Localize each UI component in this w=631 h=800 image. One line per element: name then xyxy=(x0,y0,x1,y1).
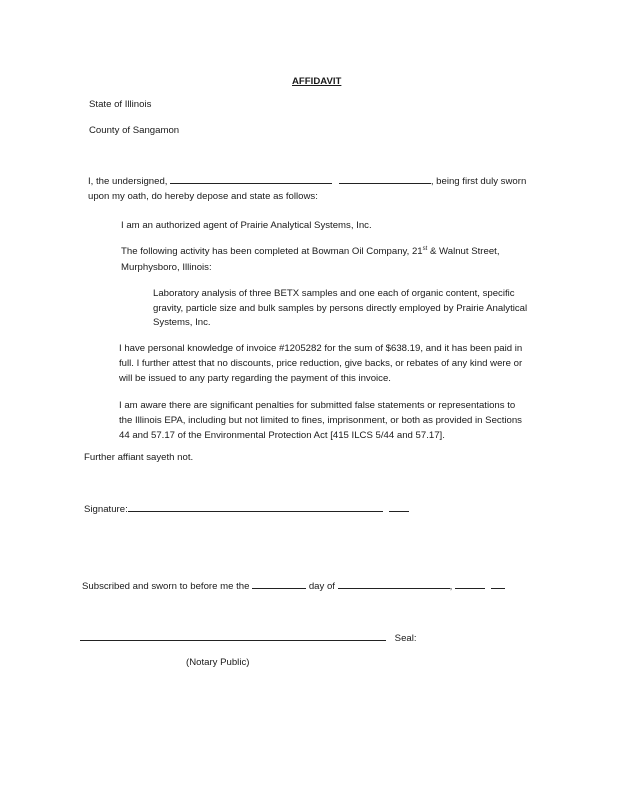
intro-start: I, the undersigned, xyxy=(88,176,168,187)
aware-line-1: I am aware there are significant penalties for submitted false statements or representations to xyxy=(119,400,516,411)
notary-signature-blank[interactable] xyxy=(80,632,386,641)
activity-line-2: Murphysboro, Illinois: xyxy=(121,262,212,273)
seal-label: Seal: xyxy=(394,633,417,644)
subscribed-day-of: day of xyxy=(308,581,335,592)
activity-line-1 xyxy=(121,246,500,258)
lab-line-3: Systems, Inc. xyxy=(153,317,211,328)
year-blank-tail[interactable] xyxy=(491,580,505,589)
notary-public-label: (Notary Public) xyxy=(186,657,250,668)
activity-line-1-sup: st xyxy=(422,245,428,252)
subscribed-comma: , xyxy=(449,581,453,592)
aware-line-2: the Illinois EPA, including but not limited to fines, imprisonment, or both as provided in Sections xyxy=(119,415,522,426)
document-title: AFFIDAVIT xyxy=(292,76,342,87)
subscribed-pre: Subscribed and sworn to before me the xyxy=(82,581,250,592)
signature-blank[interactable] xyxy=(128,503,383,512)
further-affiant: Further affiant sayeth not. xyxy=(84,452,194,463)
signature-label: Signature: xyxy=(84,504,128,515)
signature-blank-tail[interactable] xyxy=(389,503,409,512)
knowledge-line-1: I have personal knowledge of invoice #1205282 for the sum of $638.19, and it has been paid in xyxy=(119,343,523,354)
month-blank[interactable] xyxy=(338,580,450,589)
lab-line-2: gravity, particle size and bulk samples by persons directly employed by Prairie Analytical xyxy=(153,303,528,314)
lab-line-1: Laboratory analysis of three BETX samples and one each of organic content, specific xyxy=(153,288,515,299)
county-line: County of Sangamon xyxy=(89,125,180,136)
knowledge-line-3: will be issued to any party regarding the payment of this invoice. xyxy=(119,373,391,384)
day-blank[interactable] xyxy=(252,580,306,589)
year-blank[interactable] xyxy=(455,580,485,589)
notary-row xyxy=(80,632,417,645)
name-blank[interactable] xyxy=(170,175,332,184)
state-line: State of Illinois xyxy=(89,99,152,110)
agent-statement: I am an authorized agent of Prairie Analytical Systems, Inc. xyxy=(121,220,372,231)
intro-end: , being first duly sworn xyxy=(430,176,527,187)
aware-line-3: 44 and 57.17 of the Environmental Protection Act [415 ILCS 5/44 and 57.17]. xyxy=(119,430,445,441)
signature-row xyxy=(84,503,409,516)
title-blank[interactable] xyxy=(339,175,431,184)
intro-line-2: upon my oath, do hereby depose and state as follows: xyxy=(88,191,318,202)
subscribed-row xyxy=(82,580,505,593)
intro-line-1 xyxy=(88,175,526,188)
knowledge-line-2: full. I further attest that no discounts, price reduction, give backs, or rebates of any kind were or xyxy=(119,358,523,369)
activity-line-1-post: & Walnut Street, xyxy=(427,246,500,257)
activity-line-1-pre: The following activity has been completed at Bowman Oil Company, 21 xyxy=(121,246,423,257)
